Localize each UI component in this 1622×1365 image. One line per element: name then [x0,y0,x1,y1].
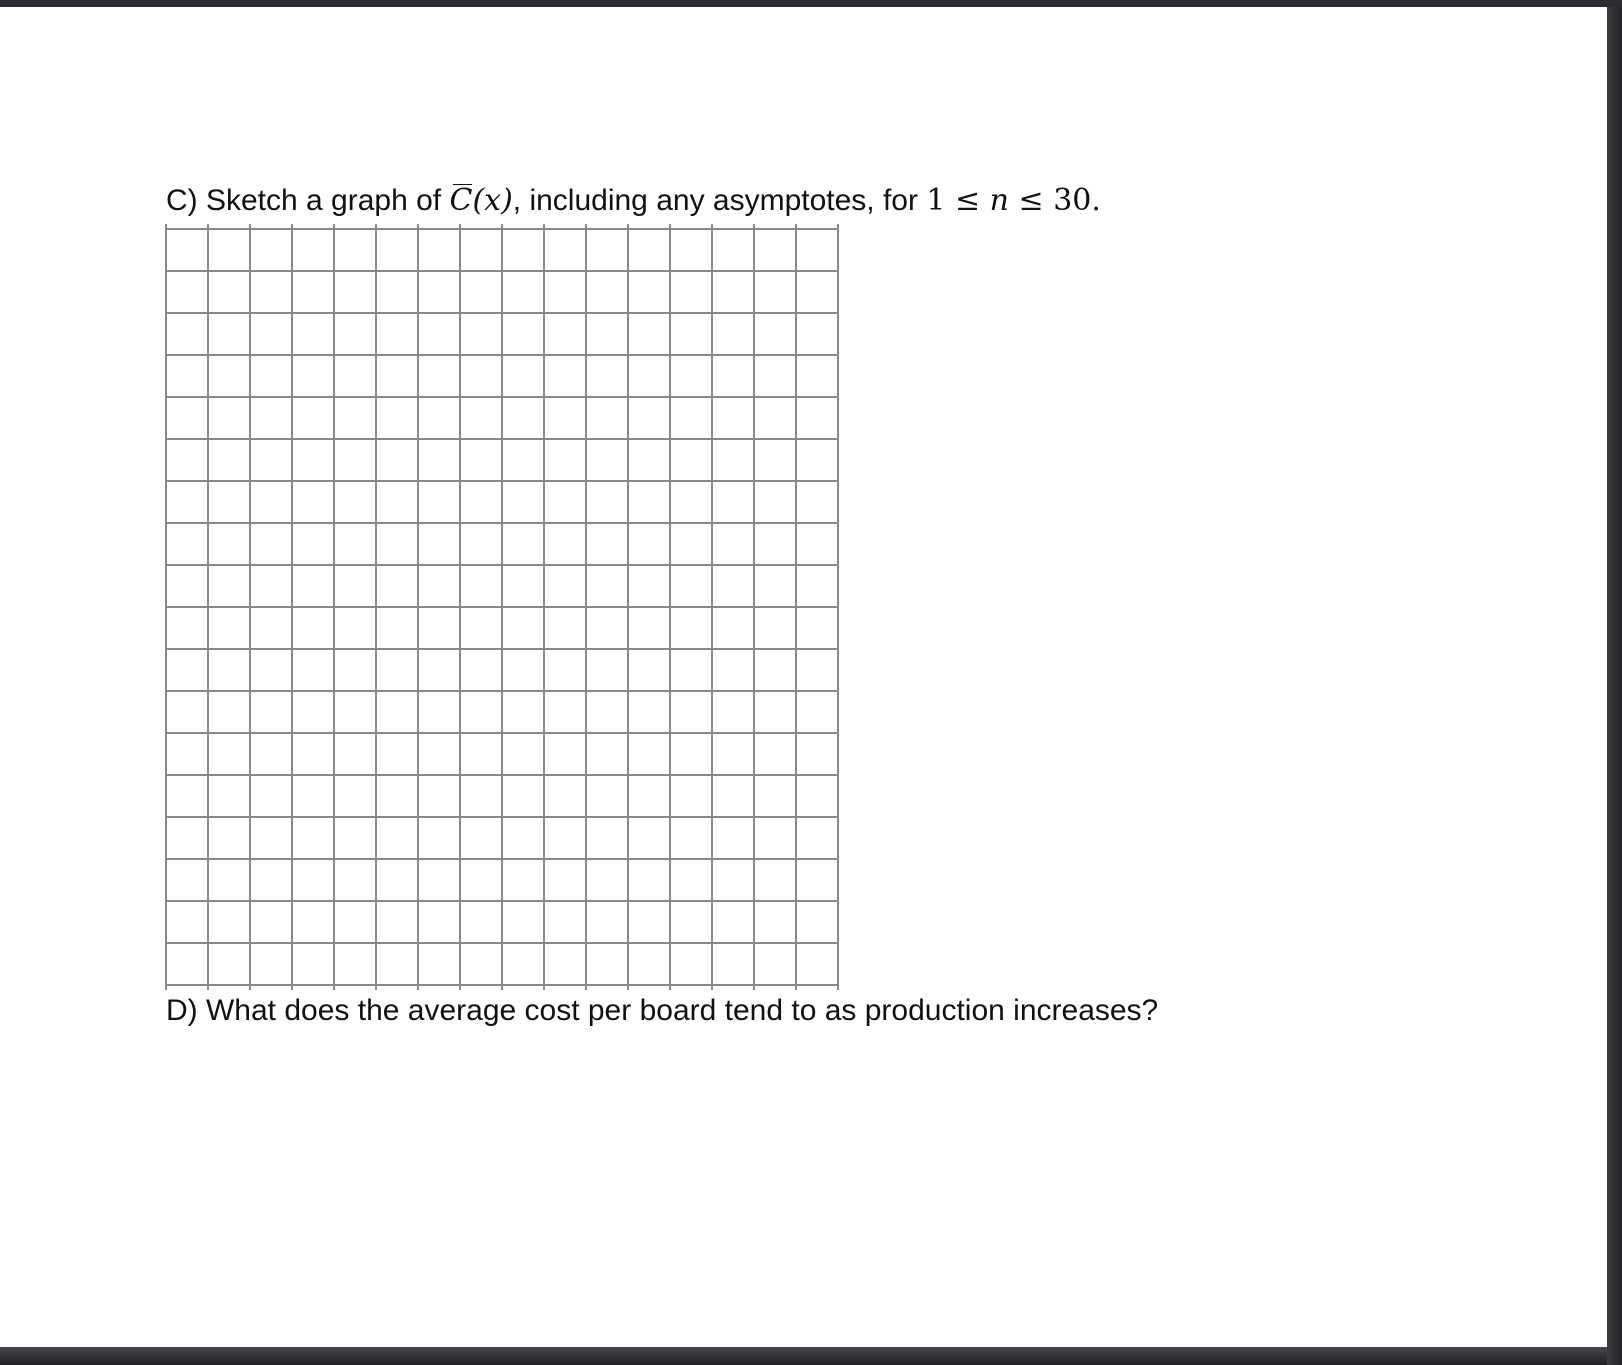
question-d: D) What does the average cost per board tend to as production increases? [166,994,1159,1027]
range-low: 1 [926,183,946,218]
range-high: 30 [1053,183,1092,218]
function-symbol-c-bar: C [449,183,473,218]
question-c [166,183,1101,218]
function-argument: (x) [472,183,513,218]
question-c-prefix: C) Sketch a graph of [166,184,450,217]
document-page [0,7,1607,1347]
page-shadow-right [1607,7,1622,1365]
page-shadow-bottom [0,1347,1607,1365]
range-variable: n [989,183,1009,218]
leq-symbol-2: ≤ [1008,183,1054,218]
question-c-middle: , including any asymptotes, for [512,184,927,217]
leq-symbol-1: ≤ [945,183,990,218]
average-cost-function [449,183,512,218]
range-end: . [1091,183,1101,218]
graph-paper-grid[interactable] [160,217,850,997]
grid-svg[interactable] [160,217,850,997]
domain-inequality [926,183,1101,218]
